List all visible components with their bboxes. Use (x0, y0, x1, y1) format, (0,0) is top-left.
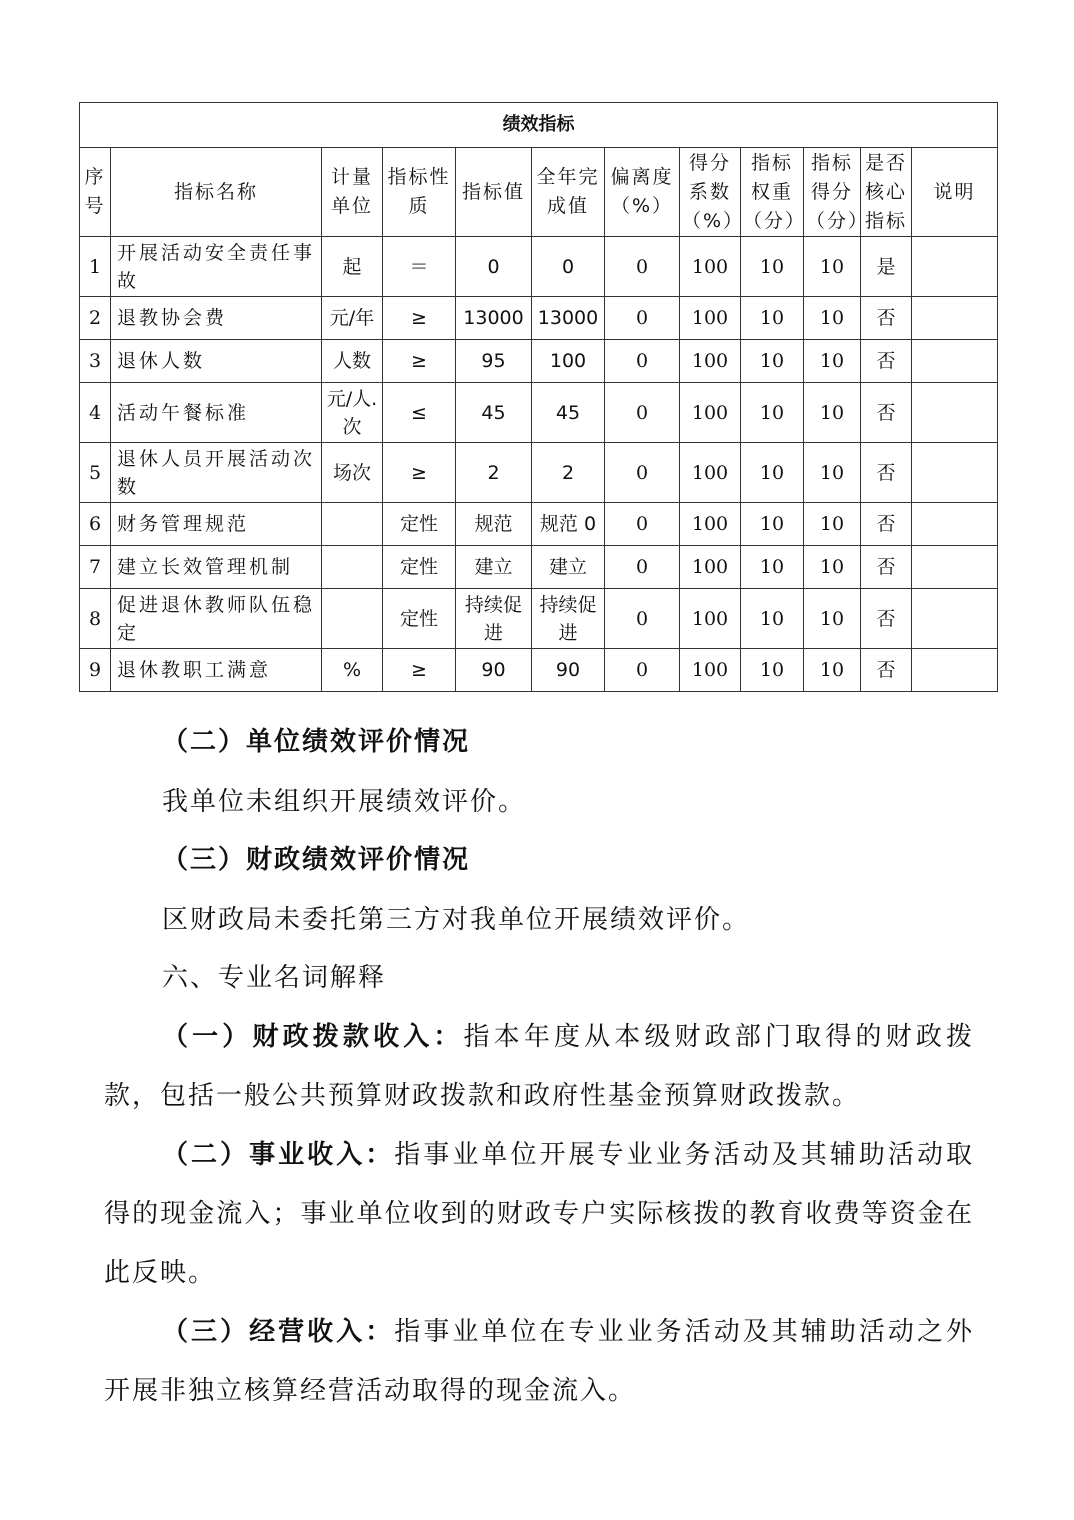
cell-note (912, 546, 998, 589)
cell-deviation: 0 (605, 589, 680, 649)
cell-note (912, 589, 998, 649)
fiscal-eval-heading: （三）财政绩效评价情况 (162, 845, 471, 875)
cell-score: 10 (804, 649, 861, 692)
column-header: 指标得分（分） (804, 148, 861, 237)
table-row (80, 589, 998, 649)
glossary-text: 指事业单位开展专业业务活动及其辅助活动取得的现金流入；事业单位收到的财政专户实际核拨的教育收费等资金在此反映。 (104, 1140, 974, 1288)
cell-actual: 100 (532, 340, 605, 383)
cell-actual: 2 (532, 443, 605, 503)
cell-score: 10 (804, 297, 861, 340)
cell-actual: 45 (532, 383, 605, 443)
cell-actual: 90 (532, 649, 605, 692)
cell-nature: ≤ (383, 383, 456, 443)
cell-score: 10 (804, 237, 861, 297)
fiscal-eval-text: 区财政局未委托第三方对我单位开展绩效评价。 (162, 905, 751, 935)
cell-unit (322, 589, 383, 649)
cell-deviation: 0 (605, 649, 680, 692)
cell-note (912, 297, 998, 340)
cell-score: 10 (804, 383, 861, 443)
cell-core: 是 (861, 237, 912, 297)
cell-no: 6 (80, 503, 111, 546)
cell-note (912, 503, 998, 546)
cell-note (912, 340, 998, 383)
cell-nature: 定性 (383, 589, 456, 649)
column-header: 指标权重（分） (741, 148, 804, 237)
cell-deviation: 0 (605, 237, 680, 297)
glossary-text: 指本年度从本级财政部门取得的财政拨款，包括一般公共预算财政拨款和政府性基金预算财政拨款。 (104, 1022, 974, 1111)
column-header: 全年完成值 (532, 148, 605, 237)
column-header: 是否核心指标 (861, 148, 912, 237)
cell-target: 持续促进 (456, 589, 532, 649)
table-row (80, 546, 998, 589)
column-header: 指标名称 (111, 148, 322, 237)
cell-coef: 100 (680, 546, 741, 589)
cell-no: 1 (80, 237, 111, 297)
column-header: 得分系数（%） (680, 148, 741, 237)
cell-coef: 100 (680, 340, 741, 383)
cell-no: 8 (80, 589, 111, 649)
section-fiscal-eval (104, 840, 974, 940)
cell-target: 95 (456, 340, 532, 383)
cell-deviation: 0 (605, 546, 680, 589)
cell-unit: 场次 (322, 443, 383, 503)
glossary-label: （一）财政拨款收入： (162, 1022, 464, 1052)
cell-actual: 持续促进 (532, 589, 605, 649)
cell-core: 否 (861, 443, 912, 503)
column-header: 说明 (912, 148, 998, 237)
column-header: 序号 (80, 148, 111, 237)
cell-unit: 人数 (322, 340, 383, 383)
cell-target: 0 (456, 237, 532, 297)
table-row (80, 297, 998, 340)
table-row (80, 649, 998, 692)
cell-score: 10 (804, 503, 861, 546)
cell-name: 活动午餐标准 (111, 383, 322, 443)
cell-core: 否 (861, 383, 912, 443)
cell-name: 退休教职工满意 (111, 649, 322, 692)
cell-score: 10 (804, 589, 861, 649)
table-header-row (80, 148, 998, 237)
cell-note (912, 383, 998, 443)
cell-target: 90 (456, 649, 532, 692)
cell-name: 退休人数 (111, 340, 322, 383)
cell-note (912, 237, 998, 297)
cell-core: 否 (861, 589, 912, 649)
cell-deviation: 0 (605, 340, 680, 383)
section-glossary (104, 958, 974, 998)
column-header: 偏离度（%） (605, 148, 680, 237)
cell-actual: 建立 (532, 546, 605, 589)
cell-nature: ≥ (383, 443, 456, 503)
column-header: 计量单位 (322, 148, 383, 237)
cell-core: 否 (861, 297, 912, 340)
cell-coef: 100 (680, 237, 741, 297)
unit-eval-heading: （二）单位绩效评价情况 (162, 727, 471, 757)
table-row (80, 340, 998, 383)
cell-deviation: 0 (605, 503, 680, 546)
cell-coef: 100 (680, 503, 741, 546)
cell-core: 否 (861, 649, 912, 692)
cell-name: 财务管理规范 (111, 503, 322, 546)
cell-deviation: 0 (605, 443, 680, 503)
glossary-item-3 (104, 1303, 974, 1421)
glossary-item-2 (104, 1126, 974, 1303)
cell-coef: 100 (680, 589, 741, 649)
cell-nature: 定性 (383, 546, 456, 589)
cell-actual: 规范 0 (532, 503, 605, 546)
cell-no: 9 (80, 649, 111, 692)
cell-weight: 10 (741, 589, 804, 649)
cell-target: 建立 (456, 546, 532, 589)
cell-note (912, 649, 998, 692)
column-header: 指标性质 (383, 148, 456, 237)
cell-weight: 10 (741, 297, 804, 340)
cell-nature: ≥ (383, 340, 456, 383)
cell-weight: 10 (741, 503, 804, 546)
cell-no: 5 (80, 443, 111, 503)
cell-nature: ≥ (383, 649, 456, 692)
cell-target: 2 (456, 443, 532, 503)
cell-score: 10 (804, 443, 861, 503)
cell-no: 4 (80, 383, 111, 443)
cell-target: 规范 (456, 503, 532, 546)
section-unit-eval (104, 722, 974, 822)
cell-nature: 定性 (383, 503, 456, 546)
cell-name: 退休人员开展活动次数 (111, 443, 322, 503)
cell-coef: 100 (680, 649, 741, 692)
cell-nature: ≥ (383, 297, 456, 340)
unit-eval-text: 我单位未组织开展绩效评价。 (162, 787, 527, 817)
cell-name: 建立长效管理机制 (111, 546, 322, 589)
cell-unit: 元/人.次 (322, 383, 383, 443)
performance-indicator-table (79, 102, 998, 692)
cell-nature: ＝ (383, 237, 456, 297)
glossary-label: （三）经营收入： (162, 1317, 395, 1347)
cell-coef: 100 (680, 443, 741, 503)
cell-name: 退教协会费 (111, 297, 322, 340)
cell-unit: 起 (322, 237, 383, 297)
cell-core: 否 (861, 546, 912, 589)
cell-target: 45 (456, 383, 532, 443)
cell-no: 3 (80, 340, 111, 383)
cell-no: 2 (80, 297, 111, 340)
table-row (80, 237, 998, 297)
cell-actual: 13000 (532, 297, 605, 340)
cell-weight: 10 (741, 237, 804, 297)
cell-note (912, 443, 998, 503)
cell-score: 10 (804, 546, 861, 589)
cell-target: 13000 (456, 297, 532, 340)
cell-coef: 100 (680, 297, 741, 340)
cell-unit (322, 546, 383, 589)
cell-core: 否 (861, 503, 912, 546)
glossary-heading: 六、专业名词解释 (162, 963, 387, 993)
cell-unit: 元/年 (322, 297, 383, 340)
table-row (80, 383, 998, 443)
cell-weight: 10 (741, 546, 804, 589)
cell-coef: 100 (680, 383, 741, 443)
glossary-text: 指事业单位在专业业务活动及其辅助活动之外开展非独立核算经营活动取得的现金流入。 (104, 1317, 974, 1406)
cell-core: 否 (861, 340, 912, 383)
cell-name: 开展活动安全责任事故 (111, 237, 322, 297)
cell-deviation: 0 (605, 297, 680, 340)
column-header: 指标值 (456, 148, 532, 237)
cell-deviation: 0 (605, 383, 680, 443)
glossary-item-1 (104, 1008, 974, 1126)
cell-name: 促进退休教师队伍稳定 (111, 589, 322, 649)
cell-actual: 0 (532, 237, 605, 297)
cell-no: 7 (80, 546, 111, 589)
cell-unit (322, 503, 383, 546)
cell-weight: 10 (741, 340, 804, 383)
cell-weight: 10 (741, 383, 804, 443)
cell-score: 10 (804, 340, 861, 383)
glossary-label: （二）事业收入： (162, 1140, 395, 1170)
cell-weight: 10 (741, 649, 804, 692)
table-row (80, 443, 998, 503)
table-title: 绩效指标 (80, 103, 998, 148)
cell-weight: 10 (741, 443, 804, 503)
cell-unit: % (322, 649, 383, 692)
table-row (80, 503, 998, 546)
